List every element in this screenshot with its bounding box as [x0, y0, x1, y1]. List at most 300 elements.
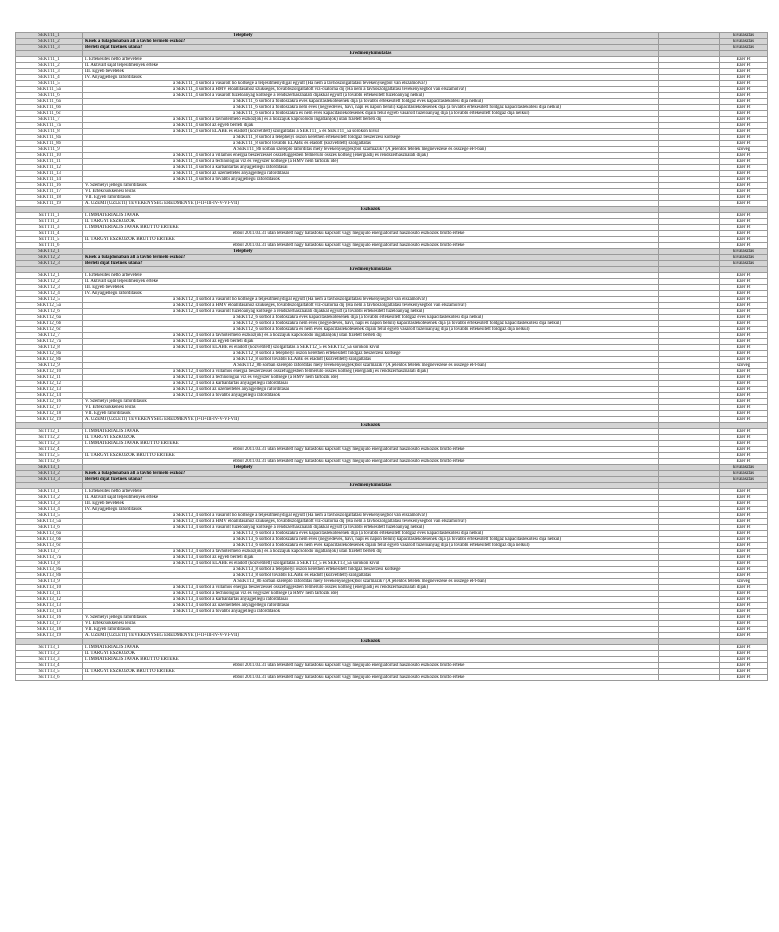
row-label: A SEKT13_8b sorban szereplő ráfordítás mely tevékenység(ek)ből származik? (A jelentős tételek megnevezése és összege eFt-ban): [83, 579, 659, 585]
row-label: I. Értékesítés nettó árbevétele: [83, 489, 659, 495]
unit-cell: kiválasztás: [720, 465, 768, 471]
row-code: SETT13_6: [16, 675, 83, 681]
row-code: SEKT12_12: [16, 381, 83, 387]
row-label: a SEKT13_4 sorból az egyéb bérleti díjak: [83, 555, 659, 561]
row-code: SEKT13_4: [16, 507, 83, 513]
row-code: SETT12_6: [16, 459, 83, 465]
unit-cell: Ezer Ft: [720, 111, 768, 117]
row-code: SEKT12_4: [16, 291, 83, 297]
row-label: Telephely: [83, 465, 659, 471]
row-code: SETT11_1: [16, 213, 83, 219]
unit-cell: Ezer Ft: [720, 453, 768, 459]
row-code: SETT11_6: [16, 243, 83, 249]
row-code: SEKT11_2: [16, 63, 83, 69]
row-code: SEKT13_3: [16, 477, 83, 483]
unit-cell: Ezer Ft: [720, 621, 768, 627]
row-label: a SEKT11_4 sorból a vásárolt tüzelőanyag költsége a rendszerhasználati díjakkal együtt (a további értékesített tüzelőanyag nélkül): [83, 93, 659, 99]
row-code: SEKT11_6a: [16, 99, 83, 105]
unit-cell: Ezer Ft: [720, 117, 768, 123]
unit-cell: Ezer Ft: [720, 99, 768, 105]
row-code: SEKT13_6c: [16, 543, 83, 549]
row-label: a SEKT11_4 sorból a technológiai víz és vegyszer költsége (a HMV nem tartozik ide): [83, 159, 659, 165]
row-label: IV. Anyagjellegű ráfordítások: [83, 507, 659, 513]
unit-cell: Ezer Ft: [720, 561, 768, 567]
row-label: V. Személyi jellegű ráfordítások: [83, 183, 659, 189]
unit-cell: Ezer Ft: [720, 135, 768, 141]
section-title: Eszközök: [83, 207, 659, 213]
row-label: I. IMMATERIÁLIS JAVAK BRUTTÓ ÉRTÉKE: [83, 657, 659, 663]
row-label: V. Személyi jellegű ráfordítások: [83, 399, 659, 405]
unit-cell: Ezer Ft: [720, 231, 768, 237]
row-label: Bérleti díjat fizetnek utána?: [83, 477, 659, 483]
row-code: SETT13_5: [16, 669, 83, 675]
row-label: a SEKT13_6 sorból a főidőszakra nem éves (negyedéves, havi, napi és napon belüli) kapacitáslekötésének díja (a további értékesített földgáz kapacitáslekötési díja nélkül): [83, 537, 659, 543]
row-code: SETT11_3: [16, 225, 83, 231]
row-label: III. Egyéb bevételek: [83, 69, 659, 75]
row-code: SEKT11_17: [16, 189, 83, 195]
row-label: a SEKT13_8 sorból további ELÁBÉ és eladott (közvetített) szolgáltatás: [83, 573, 659, 579]
sheet-body: [16, 33, 768, 681]
row-code: SEKT13_5a: [16, 519, 83, 525]
row-code: SEKT13_13: [16, 603, 83, 609]
row-code: SEKT11_3: [16, 69, 83, 75]
unit-cell: Ezer Ft: [720, 369, 768, 375]
row-code: SEKT13_9: [16, 579, 83, 585]
row-label: II. TÁRGYI ESZKÖZÖK BRUTTÓ ÉRTÉKE: [83, 453, 659, 459]
unit-cell: Ezer Ft: [720, 129, 768, 135]
unit-cell: kiválasztás: [720, 255, 768, 261]
row-label: a SEKT12_6 sorból a főidőszakra és nem éves kapacitáslekötésének díjain felül egyéb vásárolt tüzelőanyag díja (a további értékesített földgáz díja nélkül): [83, 327, 659, 333]
unit-cell: Ezer Ft: [720, 183, 768, 189]
row-code: SEKT13_8a: [16, 567, 83, 573]
row-label: a SEKT12_4 sorból a HMV előállításához szükséges, továbbszolgáltatott víz-csatorna díj (Ha nem a távhőszolgáltatási tevékenységből van elszámolva!): [83, 303, 659, 309]
row-code: SEKT11_7: [16, 117, 83, 123]
unit-cell: Ezer Ft: [720, 177, 768, 183]
row-label: II. Aktivált saját teljesítmények értéke: [83, 279, 659, 285]
unit-cell: Ezer Ft: [720, 75, 768, 81]
row-label: Telephely: [83, 33, 659, 39]
unit-cell: Ezer Ft: [720, 357, 768, 363]
row-code: SEKT13_14: [16, 609, 83, 615]
row-label: I. IMMATERIÁLIS JAVAK: [83, 429, 659, 435]
section-title: Eredménykimutatás: [83, 267, 659, 273]
row-label: I. IMMATERIÁLIS JAVAK BRUTTÓ ÉRTÉKE: [83, 225, 659, 231]
row-label: II. TÁRGYI ESZKÖZÖK BRUTTÓ ÉRTÉKE: [83, 237, 659, 243]
row-code: SEKT13_1: [16, 489, 83, 495]
row-label: VII. Egyéb ráfordítások: [83, 195, 659, 201]
row-label: a SEKT13_4 sorból a technológiai víz és vegyszer költsége (a HMV nem tartozik ide): [83, 591, 659, 597]
row-label: A SEKT11_8b sorban szereplő ráfordítás mely tevékenység(ek)ből származik? (A jelentős tételek megnevezése és összege eFt-ban): [83, 147, 659, 153]
row-label: a SEKT12_4 sorból a vásárolt hő költsége a teljesítménydíjjal együtt (Ha nem a távhőszolgáltatási tevékenységből van elszámolva!): [83, 297, 659, 303]
row-label: a SEKT11_4 sorból a HMV előállításához szükséges, továbbszolgáltatott víz-csatorna díj (Ha nem a távhőszolgáltatási tevékenységből van elszámolva!): [83, 87, 659, 93]
row-code: SEKT13_6: [16, 525, 83, 531]
row-code: SEKT12_6a: [16, 315, 83, 321]
row-code: SEKT13_8: [16, 561, 83, 567]
unit-cell: Ezer Ft: [720, 189, 768, 195]
row-code: SETT12_2: [16, 435, 83, 441]
row-label: a SEKT13_4 sorból az üzemeltetés anyagjellegű ráfordításai: [83, 603, 659, 609]
row-code: SEKT12_13: [16, 387, 83, 393]
unit-cell: Ezer Ft: [720, 669, 768, 675]
row-label: A. ÜZEMI (ÜZLETI) TEVÉKENYSÉG EREDMÉNYE (I+II+III-IV-V-VI-VII): [83, 201, 659, 207]
row-label: a SEKT11_8 sorból a telephelyi öszön kerethen értékesített földgáz beszerzési költsége: [83, 135, 659, 141]
row-code: SEKT13_12: [16, 597, 83, 603]
row-code: SEKT12_2: [16, 279, 83, 285]
row-label: VII. Egyéb ráfordítások: [83, 627, 659, 633]
row-label: a SEKT12_4 sorból a további anyagjellegű ráfordítások: [83, 393, 659, 399]
row-code: SEKT13_3: [16, 501, 83, 507]
row-label: a SEKT12_4 sorból a villamos energia beszerzéssel összefüggésben felmerülő összes költség (energiadíj és rendszerhasználati díjak): [83, 369, 659, 375]
unit-cell: Ezer Ft: [720, 69, 768, 75]
unit-cell: Ezer Ft: [720, 645, 768, 651]
row-label: a SEKT11_4 sorból a további anyagjellegű ráfordítások: [83, 177, 659, 183]
row-code: SEKT11_7a: [16, 123, 83, 129]
row-code: SEKT13_7: [16, 549, 83, 555]
unit-cell: Ezer Ft: [720, 507, 768, 513]
row-label: I. IMMATERIÁLIS JAVAK BRUTTÓ ÉRTÉKE: [83, 441, 659, 447]
row-code: SEKT12_14: [16, 393, 83, 399]
row-code: SEKT11_6: [16, 93, 83, 99]
unit-cell: Ezer Ft: [720, 285, 768, 291]
unit-cell: Ezer Ft: [720, 159, 768, 165]
unit-cell: Ezer Ft: [720, 615, 768, 621]
unit-cell: Ezer Ft: [720, 219, 768, 225]
row-label: a SEKT13_4 sorból a további anyagjellegű ráfordítások: [83, 609, 659, 615]
row-code: SEKT12_9: [16, 363, 83, 369]
row-label: Kisek a tulajdonában áll a távhő termelő eszköz?: [83, 471, 659, 477]
unit-cell: Ezer Ft: [720, 171, 768, 177]
row-label: Bérleti díjat fizetnek utána?: [83, 261, 659, 267]
row-code: SEKT12_1: [16, 273, 83, 279]
row-label: ebből 2011.03.31 után létesített nagy hatásfokú kapcsolt vagy megújuló energiaforrást hasznosító eszközök bruttó értéke: [83, 231, 659, 237]
row-code: SEKT12_2: [16, 255, 83, 261]
unit-cell: Ezer Ft: [720, 501, 768, 507]
unit-cell: Ezer Ft: [720, 519, 768, 525]
row-code: SETT13_2: [16, 651, 83, 657]
row-label: III. Egyéb bevételek: [83, 501, 659, 507]
data-sheet-table: [15, 32, 768, 681]
row-code: SETT13_3: [16, 657, 83, 663]
unit-cell: Ezer Ft: [720, 567, 768, 573]
row-code: SEKT11_16: [16, 183, 83, 189]
unit-cell: kiválasztás: [720, 39, 768, 45]
unit-cell: Ezer Ft: [720, 543, 768, 549]
row-code: SEKT11_8b: [16, 141, 83, 147]
row-label: IV. Anyagjellegű ráfordítások: [83, 291, 659, 297]
unit-cell: Ezer Ft: [720, 243, 768, 249]
unit-cell: Ezer Ft: [720, 213, 768, 219]
table-row: [16, 675, 768, 681]
row-code: SEKT12_19: [16, 417, 83, 423]
row-code: SEKT12_10: [16, 369, 83, 375]
unit-cell: Ezer Ft: [720, 201, 768, 207]
row-label: II. TÁRGYI ESZKÖZÖK: [83, 219, 659, 225]
unit-cell: Ezer Ft: [720, 387, 768, 393]
row-label: ebből 2011.03.31 után létesített nagy hatásfokú kapcsolt vagy megújuló energiaforrást hasznosító eszközök bruttó értéke: [83, 663, 659, 669]
row-code: SEKT11_14: [16, 177, 83, 183]
unit-cell: Ezer Ft: [720, 555, 768, 561]
row-label: a SEKT12_8 sorból további ELÁBÉ és eladott (közvetített) szolgáltatás: [83, 357, 659, 363]
row-label: a SEKT11_6 sorból a főidőszakra nem éves (negyedéves, havi, napi és napon belüli) kapacitáslekötésének díja (a további értékesített földgáz kapacitáslekötési díja nélkül): [83, 105, 659, 111]
row-code: SEKT12_8b: [16, 357, 83, 363]
row-label: a SEKT12_4 sorból a vásárolt tüzelőanyag költsége a rendszerhasználati díjakkal együtt (a további értékesített tüzelőanyag nélkül): [83, 309, 659, 315]
row-code: SEKT11_6b: [16, 105, 83, 111]
unit-cell: Ezer Ft: [720, 651, 768, 657]
row-label: a SEKT13_4 sorból a villamos energia beszerzéssel összefüggésben felmerülő összes költség (energiadíj és rendszerhasználati díjak): [83, 585, 659, 591]
row-code: SEKT11_1: [16, 57, 83, 63]
row-code: SEKT12_7: [16, 333, 83, 339]
unit-cell: Ezer Ft: [720, 321, 768, 327]
row-code: SEKT11_12: [16, 165, 83, 171]
row-code: SETT13_4: [16, 663, 83, 669]
row-label: V. Személyi jellegű ráfordítások: [83, 615, 659, 621]
row-label: a SEKT12_4 sorból az egyéb bérleti díjak: [83, 339, 659, 345]
row-label: a SEKT11_4 sorból ELÁBÉ és eladott (közvetített) szolgáltatás a SEKT11_5 és SEKT11_5a sorokon kívül: [83, 129, 659, 135]
row-code: SEKT11_10: [16, 153, 83, 159]
row-code: SEKT12_11: [16, 375, 83, 381]
unit-cell: Ezer Ft: [720, 603, 768, 609]
unit-cell: kiválasztás: [720, 45, 768, 51]
unit-cell: Ezer Ft: [720, 303, 768, 309]
row-label: a SEKT11_4 sorból a villamos energia beszerzéssel összefüggésben felmerülő összes költség (energiadíj és rendszerhasználati díjak): [83, 153, 659, 159]
row-code: SETT11_2: [16, 219, 83, 225]
row-label: Telephely: [83, 249, 659, 255]
row-label: I. IMMATERIÁLIS JAVAK: [83, 645, 659, 651]
unit-cell: Ezer Ft: [720, 591, 768, 597]
row-label: a SEKT11_8 sorból további ELÁBÉ és eladott (közvetített) szolgáltatás: [83, 141, 659, 147]
row-code: SEKT13_8b: [16, 573, 83, 579]
unit-cell: Ezer Ft: [720, 513, 768, 519]
unit-cell: Ezer Ft: [720, 375, 768, 381]
row-label: a SEKT12_4 sorból a karbantartás anyagjellegű ráfordításai: [83, 381, 659, 387]
row-label: Bérleti díjat fizetnek utána?: [83, 45, 659, 51]
unit-cell: Ezer Ft: [720, 417, 768, 423]
row-label: a SEKT11_4 sorból az egyéb bérleti díjak: [83, 123, 659, 129]
unit-cell: kiválasztás: [720, 471, 768, 477]
row-code: SEKT11_5a: [16, 87, 83, 93]
row-code: SEKT13_1: [16, 465, 83, 471]
unit-cell: Ezer Ft: [720, 123, 768, 129]
unit-cell: Ezer Ft: [720, 633, 768, 639]
unit-cell: Ezer Ft: [720, 351, 768, 357]
row-code: SEKT13_6a: [16, 531, 83, 537]
unit-cell: Ezer Ft: [720, 405, 768, 411]
unit-cell: Ezer Ft: [720, 537, 768, 543]
unit-cell: Ezer Ft: [720, 273, 768, 279]
row-code: SEKT11_19: [16, 201, 83, 207]
row-label: a SEKT12_4 sorból a technológiai víz és vegyszer költsége (a HMV nem tartozik ide): [83, 375, 659, 381]
unit-cell: Ezer Ft: [720, 627, 768, 633]
unit-cell: Ezer Ft: [720, 309, 768, 315]
row-code: SEKT12_5a: [16, 303, 83, 309]
unit-cell: Ezer Ft: [720, 609, 768, 615]
row-code: SEKT11_11: [16, 159, 83, 165]
row-code: SEKT13_6b: [16, 537, 83, 543]
unit-cell: Ezer Ft: [720, 549, 768, 555]
row-code: SEKT11_2: [16, 39, 83, 45]
unit-cell: Ezer Ft: [720, 429, 768, 435]
unit-cell: kiválasztás: [720, 261, 768, 267]
section-title: Eredménykimutatás: [83, 51, 659, 57]
unit-cell: Ezer Ft: [720, 87, 768, 93]
unit-cell: Ezer Ft: [720, 297, 768, 303]
unit-cell: Ezer Ft: [720, 345, 768, 351]
unit-cell: Ezer Ft: [720, 585, 768, 591]
row-code: SEKT12_7a: [16, 339, 83, 345]
row-label: I. Értékesítés nettó árbevétele: [83, 273, 659, 279]
unit-cell: Ezer Ft: [720, 525, 768, 531]
row-code: SEKT12_5: [16, 297, 83, 303]
unit-cell: szöveg: [720, 579, 768, 585]
row-code: SEKT12_6c: [16, 327, 83, 333]
row-label: III. Egyéb bevételek: [83, 285, 659, 291]
row-label: a SEKT13_4 sorból a HMV előállításához szükséges, továbbszolgáltatott víz-csatorna díj (Ha nem a távhőszolgáltatási tevékenységből van elszámolva!): [83, 519, 659, 525]
row-label: II. TÁRGYI ESZKÖZÖK: [83, 435, 659, 441]
unit-cell: Ezer Ft: [720, 291, 768, 297]
unit-cell: Ezer Ft: [720, 597, 768, 603]
row-label: II. TÁRGYI ESZKÖZÖK BRUTTÓ ÉRTÉKE: [83, 669, 659, 675]
row-label: Kisek a tulajdonában áll a távhő termelő eszköz?: [83, 255, 659, 261]
row-label: a SEKT12_8 sorból a telephelyi öszön kerethen értékesített földgáz beszerzési költsége: [83, 351, 659, 357]
unit-cell: Ezer Ft: [720, 237, 768, 243]
row-code: SEKT11_8a: [16, 135, 83, 141]
unit-cell: Ezer Ft: [720, 63, 768, 69]
section-title: Eszközök: [83, 423, 659, 429]
section-title: Eredménykimutatás: [83, 483, 659, 489]
unit-cell: Ezer Ft: [720, 393, 768, 399]
row-code: SEKT11_18: [16, 195, 83, 201]
row-label: a SEKT12_6 sorból a főidőszakra nem éves (negyedéves, havi, napi és napon belüli) kapacitáslekötésének díja (a további értékesített földgáz kapacitáslekötési díja nélkül): [83, 321, 659, 327]
row-code: SETT12_4: [16, 447, 83, 453]
row-code: SEKT13_7a: [16, 555, 83, 561]
row-code: SEKT13_17: [16, 621, 83, 627]
row-code: SEKT13_16: [16, 615, 83, 621]
unit-cell: szöveg: [720, 363, 768, 369]
row-code: SEKT11_3: [16, 45, 83, 51]
row-code: SETT13_1: [16, 645, 83, 651]
unit-cell: Ezer Ft: [720, 93, 768, 99]
row-label: a SEKT12_4 sorból a távhőtermelő eszköz(ök) és a hozzájuk kapcsolódó ingatlan(ok) után fizetett bérleti díj: [83, 333, 659, 339]
row-label: a SEKT11_4 sorból a vásárolt hő költsége a teljesítménydíjjal együtt (Ha nem a távhőszolgáltatási tevékenységből van elszámolva!): [83, 81, 659, 87]
row-code: SETT11_4: [16, 231, 83, 237]
unit-cell: Ezer Ft: [720, 675, 768, 681]
unit-cell: Ezer Ft: [720, 315, 768, 321]
row-label: VI. Értékcsökkenési leírás: [83, 189, 659, 195]
row-code: SEKT11_13: [16, 171, 83, 177]
unit-cell: Ezer Ft: [720, 495, 768, 501]
row-code: SEKT13_10: [16, 585, 83, 591]
row-label: ebből 2011.03.31 után létesített nagy hatásfokú kapcsolt vagy megújuló energiaforrást hasznosító eszközök bruttó értéke: [83, 243, 659, 249]
row-label: a SEKT13_8 sorból a telephelyi öszön kerethen értékesített földgáz beszerzési költsége: [83, 567, 659, 573]
row-label: VII. Egyéb ráfordítások: [83, 411, 659, 417]
section-title: Eszközök: [83, 639, 659, 645]
row-label: a SEKT13_6 sorból a főidőszakra éves kapacitáslekötésének díja (a további értékesített földgáz éves kapacitáslekötési díja nélkül): [83, 531, 659, 537]
row-label: a SEKT12_4 sorból ELÁBÉ és eladott (közvetített) szolgáltatás a SEKT12_5 és SEKT12_5a sorokon kívül: [83, 345, 659, 351]
row-code: SEKT11_5: [16, 81, 83, 87]
unit-cell: kiválasztás: [720, 33, 768, 39]
row-code: SEKT12_8a: [16, 351, 83, 357]
row-code: SEKT12_1: [16, 249, 83, 255]
row-label: a SEKT12_6 sorból a főidőszakra éves kapacitáslekötésének díja (a további értékesített földgáz éves kapacitáslekötési díja nélkül): [83, 315, 659, 321]
row-code: SEKT11_8: [16, 129, 83, 135]
unit-cell: Ezer Ft: [720, 441, 768, 447]
unit-cell: Ezer Ft: [720, 435, 768, 441]
row-label: a SEKT13_4 sorból a távhőtermelő eszköz(ök) és a hozzájuk kapcsolódó ingatlan(ok) után fizetett bérleti díj: [83, 549, 659, 555]
row-code: SEKT11_6c: [16, 111, 83, 117]
row-label: a SEKT11_6 sorból a főidőszakra és nem éves kapacitáslekötésének díjain felül egyéb vásárolt tüzelőanyag díja (a további értékesített földgáz díja nélkül): [83, 111, 659, 117]
row-code: SEKT12_3: [16, 261, 83, 267]
unit-cell: Ezer Ft: [720, 447, 768, 453]
row-code: SEKT12_6: [16, 309, 83, 315]
row-label: II. Aktivált saját teljesítmények értéke: [83, 63, 659, 69]
row-label: A. ÜZEMI (ÜZLETI) TEVÉKENYSÉG EREDMÉNYE (I+II+III-IV-V-VI-VII): [83, 633, 659, 639]
row-label: ebből 2011.03.31 után létesített nagy hatásfokú kapcsolt vagy megújuló energiaforrást hasznosító eszközök bruttó értéke: [83, 675, 659, 681]
row-code: SEKT11_1: [16, 33, 83, 39]
row-label: a SEKT12_4 sorból az üzemeltetés anyagjellegű ráfordításai: [83, 387, 659, 393]
row-code: SEKT12_17: [16, 405, 83, 411]
row-code: SEKT13_2: [16, 495, 83, 501]
unit-cell: Ezer Ft: [720, 333, 768, 339]
row-code: SEKT13_11: [16, 591, 83, 597]
row-code: SEKT13_19: [16, 633, 83, 639]
row-code: SETT12_5: [16, 453, 83, 459]
unit-cell: Ezer Ft: [720, 663, 768, 669]
unit-cell: Ezer Ft: [720, 411, 768, 417]
row-label: ebből 2011.03.31 után létesített nagy hatásfokú kapcsolt vagy megújuló energiaforrást hasznosító eszközök bruttó értéke: [83, 447, 659, 453]
unit-cell: Ezer Ft: [720, 339, 768, 345]
row-label: IV. Anyagjellegű ráfordítások: [83, 75, 659, 81]
unit-cell: Ezer Ft: [720, 327, 768, 333]
unit-cell: Ezer Ft: [720, 399, 768, 405]
unit-cell: Ezer Ft: [720, 153, 768, 159]
unit-cell: Ezer Ft: [720, 459, 768, 465]
row-label: a SEKT11_4 sorból a távhőtermelő eszköz(ök) és a hozzájuk kapcsolódó ingatlan(ok) után fizetett bérleti díj: [83, 117, 659, 123]
row-label: a SEKT13_6 sorból a főidőszakra és nem éves kapacitáslekötésének díjain felül egyéb vásárolt tüzelőanyag díja (a további értékesített földgáz díja nélkül): [83, 543, 659, 549]
row-code: SEKT13_18: [16, 627, 83, 633]
row-code: SETT12_3: [16, 441, 83, 447]
row-code: SEKT13_5: [16, 513, 83, 519]
unit-cell: Ezer Ft: [720, 195, 768, 201]
unit-cell: Ezer Ft: [720, 81, 768, 87]
row-label: Kisek a tulajdonában áll a távhő termelő eszköz?: [83, 39, 659, 45]
unit-cell: kiválasztás: [720, 477, 768, 483]
row-label: a SEKT13_4 sorból a karbantartás anyagjellegű ráfordításai: [83, 597, 659, 603]
row-code: SEKT12_18: [16, 411, 83, 417]
row-label: VI. Értékcsökkenési leírás: [83, 405, 659, 411]
row-code: SEKT11_9: [16, 147, 83, 153]
row-label: ebből 2011.03.31 után létesített nagy hatásfokú kapcsolt vagy megújuló energiaforrást hasznosító eszközök bruttó értéke: [83, 459, 659, 465]
unit-cell: Ezer Ft: [720, 531, 768, 537]
unit-cell: Ezer Ft: [720, 489, 768, 495]
row-label: A. ÜZEMI (ÜZLETI) TEVÉKENYSÉG EREDMÉNYE (I+II+III-IV-V-VI-VII): [83, 417, 659, 423]
row-code: SEKT13_2: [16, 471, 83, 477]
row-label: I. IMMATERIÁLIS JAVAK: [83, 213, 659, 219]
row-label: a SEKT13_4 sorból ELÁBÉ és eladott (közvetített) szolgáltatás a SEKT13_5 és SEKT13_5a sorokon kívül: [83, 561, 659, 567]
row-label: II. TÁRGYI ESZKÖZÖK: [83, 651, 659, 657]
row-code: SEKT12_6b: [16, 321, 83, 327]
unit-cell: Ezer Ft: [720, 57, 768, 63]
row-label: VI. Értékcsökkenési leírás: [83, 621, 659, 627]
value-input-cell[interactable]: [659, 675, 720, 681]
row-label: a SEKT11_4 sorból a karbantartás anyagjellegű ráfordításai: [83, 165, 659, 171]
unit-cell: kiválasztás: [720, 249, 768, 255]
unit-cell: Ezer Ft: [720, 141, 768, 147]
row-code: SEKT12_16: [16, 399, 83, 405]
row-label: a SEKT11_4 sorból az üzemeltetés anyagjellegű ráfordításai: [83, 171, 659, 177]
row-code: SETT11_5: [16, 237, 83, 243]
row-code: SEKT11_4: [16, 75, 83, 81]
row-code: SETT12_1: [16, 429, 83, 435]
